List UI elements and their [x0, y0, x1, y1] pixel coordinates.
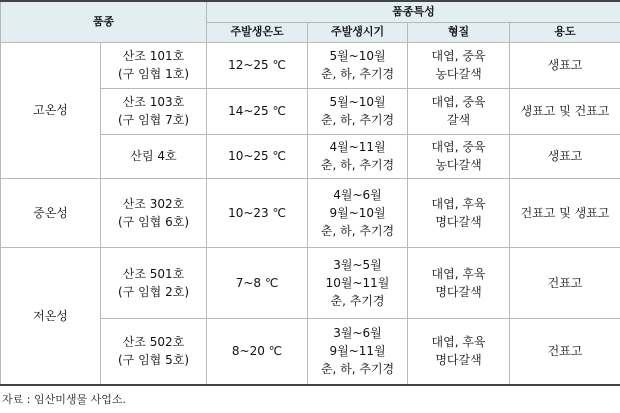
shape-form: 대엽, 후육 [431, 196, 486, 211]
variety-former-name: (구 임협 1호) [118, 67, 189, 81]
season-period: 10월~11월 [325, 275, 390, 290]
shape-form: 대엽, 후육 [431, 335, 486, 350]
variety-cell [101, 178, 207, 247]
variety-name: 산조 502호 [122, 335, 185, 350]
shape-cell [408, 178, 510, 247]
header-germ-temp: 주발생온도 [207, 22, 308, 42]
variety-cell [101, 42, 207, 88]
variety-cell [101, 318, 207, 385]
shape-color: 명다갈색 [435, 214, 482, 229]
header-traits: 품종특성 [207, 1, 620, 22]
variety-former-name: (구 임협 2호) [118, 284, 189, 299]
shape-color: 갈색 [446, 113, 471, 127]
variety-name: 산조 302호 [122, 196, 185, 211]
season-type: 춘, 하, 추기경 [320, 223, 395, 238]
variety-former-name: (구 임협 5호) [118, 353, 189, 368]
variety-name: 산림 4호 [130, 149, 177, 163]
shape-form: 대엽, 중육 [431, 140, 486, 154]
season-cell [308, 42, 408, 88]
variety-cell [101, 134, 207, 178]
group-name: 고온성 [1, 42, 101, 178]
season-type: 춘, 하, 추기경 [320, 67, 395, 81]
header-shape: 형질 [408, 22, 510, 42]
shape-color: 명다갈색 [435, 353, 482, 368]
source-note: 자료 : 임산미생물 사업소. [2, 393, 126, 406]
shape-color: 명다갈색 [435, 284, 482, 299]
season-period: 3월~6월 [333, 326, 382, 341]
variety-name: 산조 101호 [122, 49, 185, 63]
temp-cell: 14~25 ℃ [207, 88, 308, 134]
variety-former-name: (구 임협 6호) [118, 214, 189, 229]
shape-cell [408, 134, 510, 178]
shape-cell [408, 42, 510, 88]
temp-cell: 8~20 ℃ [207, 318, 308, 385]
usage-cell: 생표고 [510, 42, 620, 88]
season-period: 3월~5월 [333, 257, 382, 272]
usage-cell: 건표고 및 생표고 [510, 178, 620, 247]
season-cell [308, 318, 408, 385]
variety-cell [101, 88, 207, 134]
variety-former-name: (구 임협 7호) [118, 113, 189, 127]
usage-cell: 생표고 및 건표고 [510, 88, 620, 134]
temp-cell: 7~8 ℃ [207, 247, 308, 318]
group-name: 저온성 [1, 247, 101, 385]
season-period: 5월~10월 [329, 49, 386, 63]
table-row [1, 178, 620, 247]
season-period: 9월~11월 [329, 344, 386, 359]
shape-cell [408, 247, 510, 318]
shape-form: 대엽, 중육 [431, 95, 486, 109]
header-usage: 용도 [510, 22, 620, 42]
shape-color: 농다갈색 [435, 67, 482, 81]
usage-cell: 건표고 [510, 247, 620, 318]
variety-cell [101, 247, 207, 318]
season-cell [308, 88, 408, 134]
season-type: 춘, 하, 추기경 [320, 158, 395, 172]
variety-name: 산조 103호 [122, 95, 185, 109]
season-cell [308, 178, 408, 247]
group-name: 중온성 [1, 178, 101, 247]
shape-cell [408, 88, 510, 134]
table-row [1, 42, 620, 88]
season-cell [308, 134, 408, 178]
season-type: 춘, 하, 추기경 [320, 362, 395, 377]
shape-cell [408, 318, 510, 385]
header-variety: 품종 [1, 1, 207, 42]
table-row [1, 247, 620, 318]
variety-name: 산조 501호 [122, 266, 185, 281]
shape-form: 대엽, 중육 [431, 49, 486, 63]
temp-cell: 10~25 ℃ [207, 134, 308, 178]
shape-form: 대엽, 후육 [431, 266, 486, 281]
usage-cell: 생표고 [510, 134, 620, 178]
season-period: 9월~10월 [329, 205, 386, 220]
season-type: 춘, 추기경 [330, 293, 385, 308]
shape-color: 농다갈색 [435, 158, 482, 172]
header-germ-season: 주발생시기 [308, 22, 408, 42]
season-period: 4월~11월 [329, 140, 386, 154]
temp-cell: 12~25 ℃ [207, 42, 308, 88]
temp-cell: 10~23 ℃ [207, 178, 308, 247]
season-type: 춘, 하, 추기경 [320, 113, 395, 127]
season-cell [308, 247, 408, 318]
season-period: 4월~6월 [333, 187, 382, 202]
usage-cell: 건표고 [510, 318, 620, 385]
season-period: 5월~10월 [329, 95, 386, 109]
